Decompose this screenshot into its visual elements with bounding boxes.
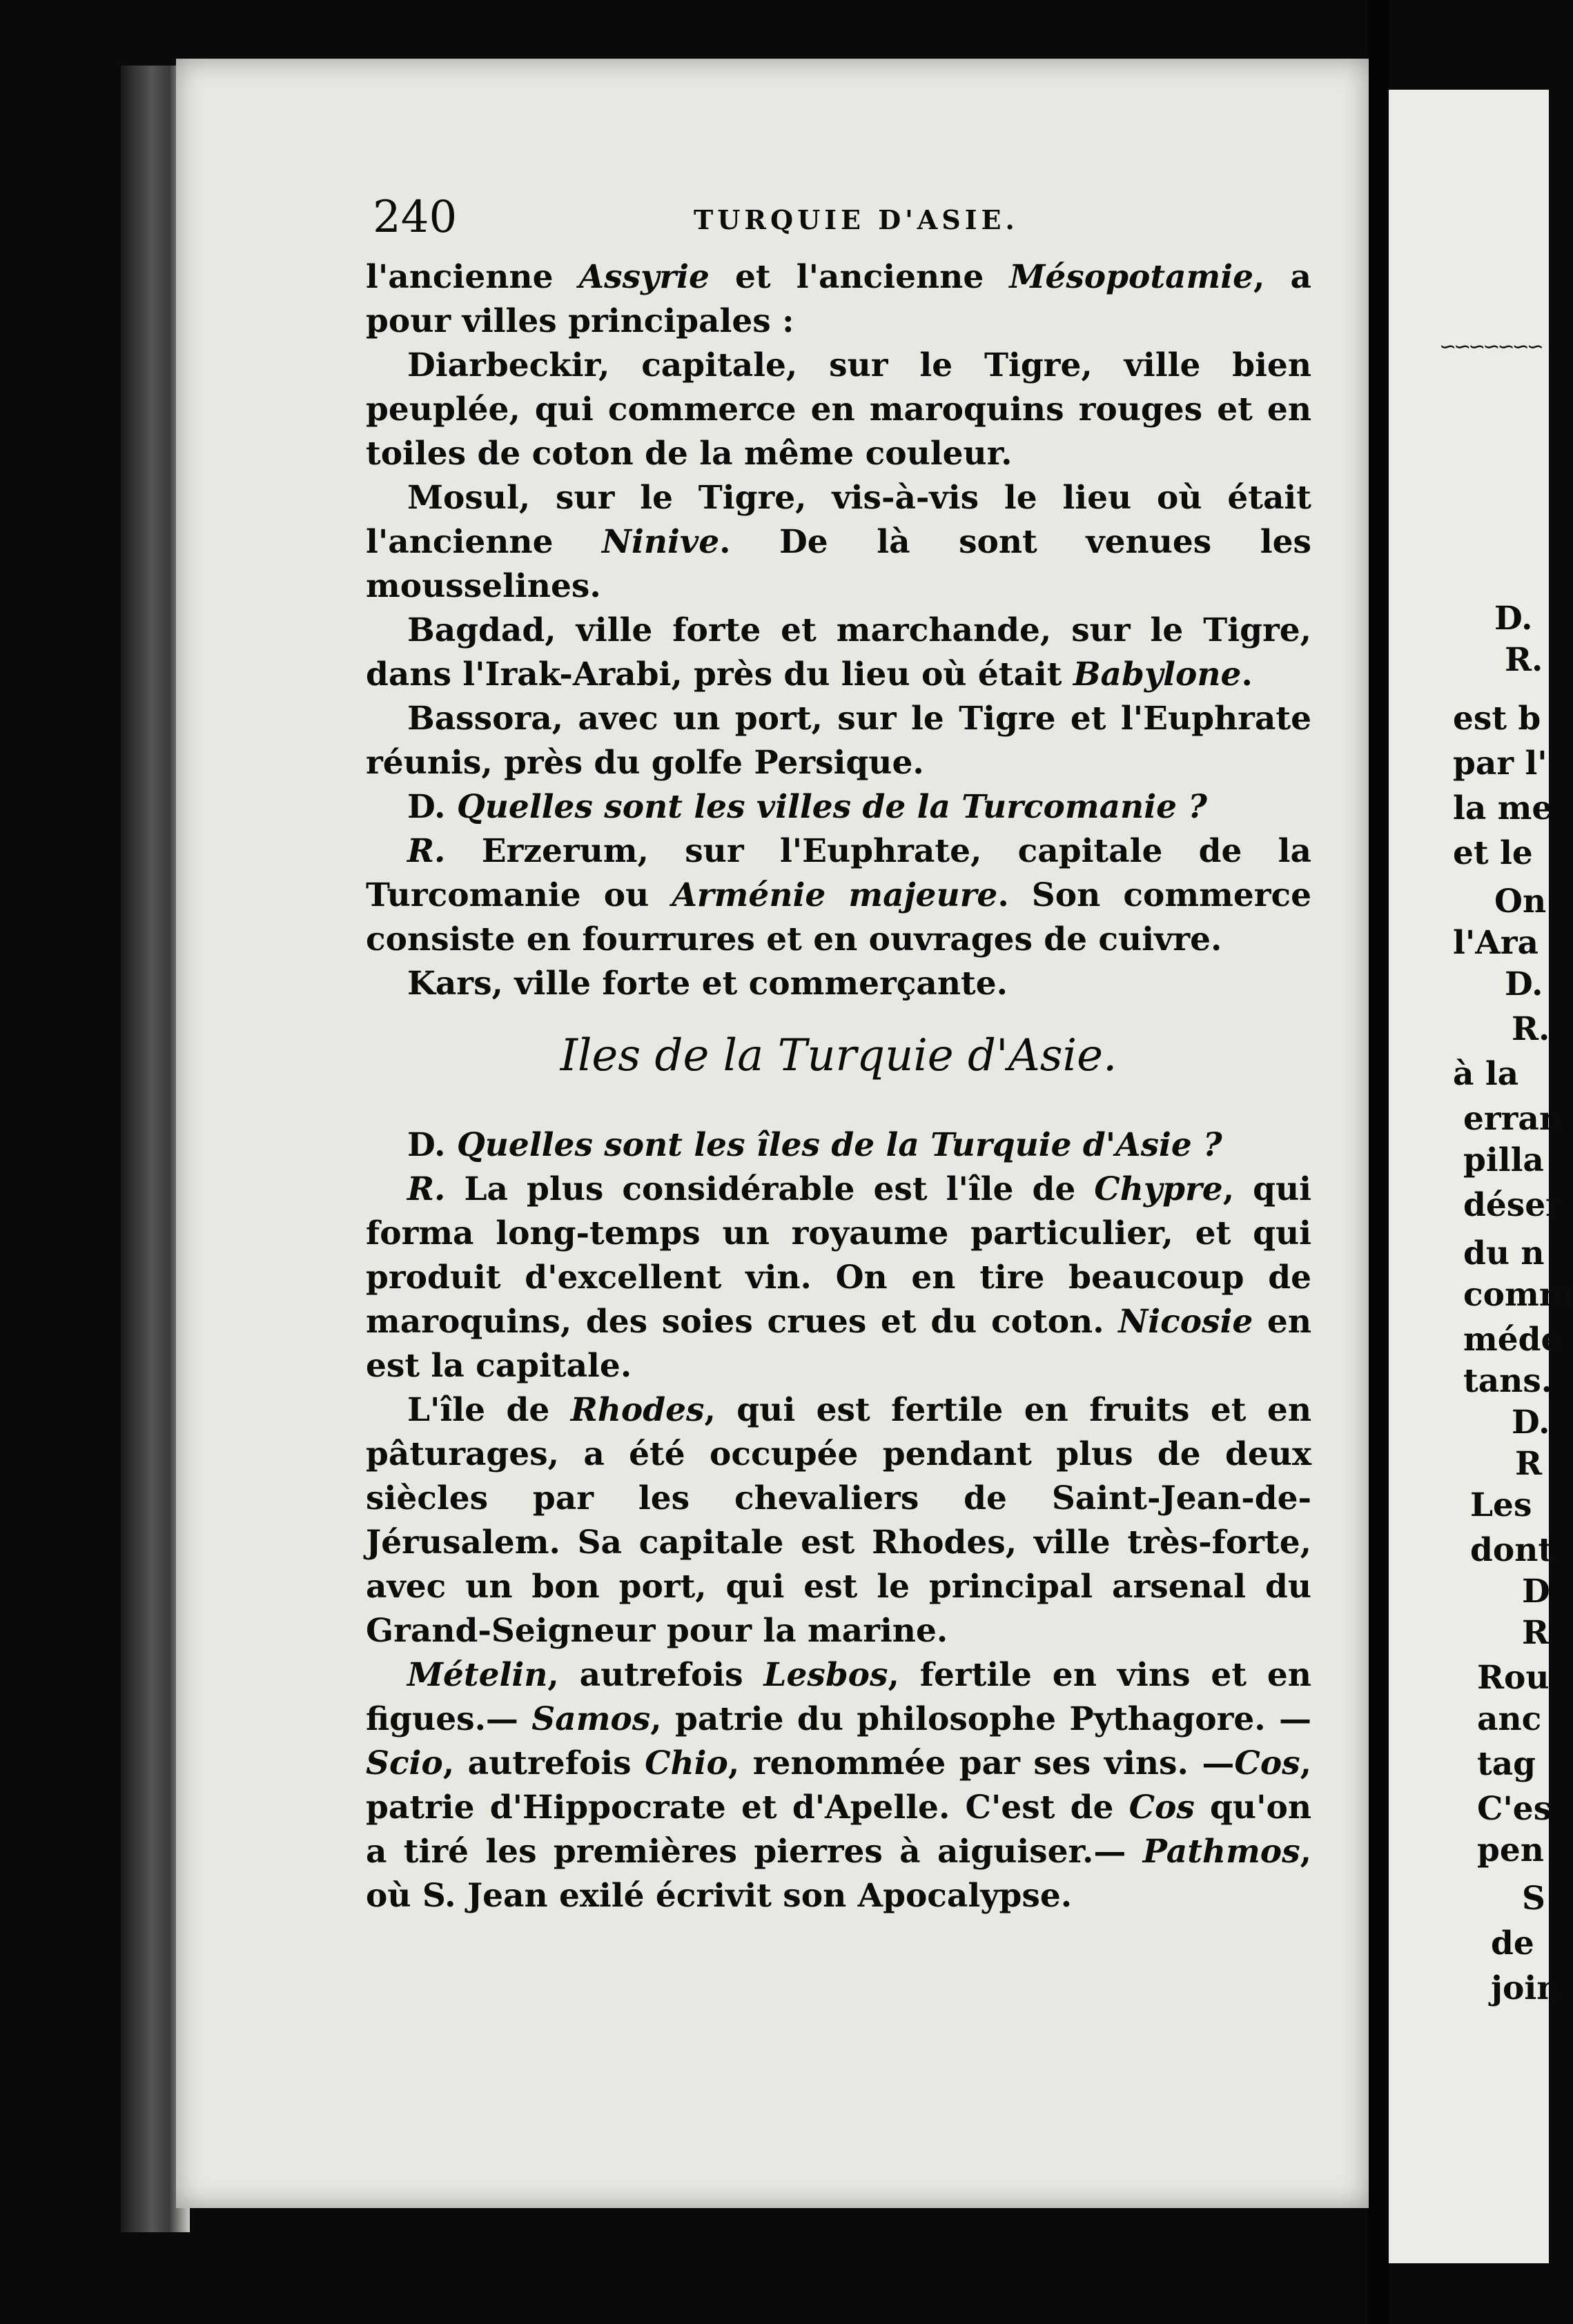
right-page-line: l'Ara [1453,924,1538,962]
paragraph: l'ancienne Assyrie et l'ancienne Mésopotamie, a pour villes principales : [366,258,1311,340]
right-page-line: R [1515,1445,1543,1483]
right-page-line: par l' [1453,745,1547,782]
main-text-column [366,255,1311,1918]
right-page-line: est b [1453,700,1541,738]
right-page-line: R. [1512,1010,1550,1048]
right-page-line: C'es [1477,1790,1552,1828]
right-page-line: déser [1463,1186,1563,1224]
question: D. Quelles sont les îles de la Turquie d'Asie ? [407,1126,1222,1164]
answer: R. Erzerum, sur l'Euphrate, capitale de la Turcomanie ou Arménie majeure. Son commerce consiste en fourrures et en ouvrages de cuivre. [366,832,1312,958]
right-page-line: et le [1453,834,1533,872]
page-gutter [1369,0,1389,2324]
paragraph: Mosul, sur le Tigre, vis-à-vis le lieu où était l'ancienne Ninive. De là sont venues les mousselines. [366,479,1311,605]
right-page-line: tans. [1463,1362,1553,1400]
right-page-line: Rou [1477,1659,1550,1697]
right-page-line: Les [1470,1486,1532,1524]
paragraph: L'île de Rhodes, qui est fertile en fruits et en pâturages, a été occupée pendant plus de deux siècles par les chevaliers de Saint-Jean-de-Jérusalem. Sa capitale est Rhodes, ville très-forte, avec un bon port, qui est le principal arsenal du Grand-Seigneur pour la marine. [366,1391,1311,1650]
right-page-line: pilla [1463,1141,1544,1179]
question: D. Quelles sont les villes de la Turcomanie ? [407,788,1207,826]
paragraph: Mételin, autrefois Lesbos, fertile en vins et en figues.— Samos, patrie du philosophe Pythagore. —Scio, autrefois Chio, renommée par ses vins. —Cos, patrie d'Hippocrate et d'Apelle. C'est de Cos qu'on a tiré les premières pierres à aiguiser.— Pathmos, où S. Jean exilé écrivit son Apocalypse. [366,1656,1312,1915]
right-page-line: D. [1494,600,1533,638]
right-page-line: la me [1453,789,1553,827]
right-page-line: dont [1470,1531,1554,1569]
right-page-line: R. [1505,641,1543,679]
running-title: TURQUIE D'ASIE. [694,204,1019,235]
paragraph: Kars, ville forte et commerçante. [407,965,1008,1003]
right-page-line: tag [1477,1745,1536,1783]
right-page-line: join [1491,1969,1561,2007]
right-page-line: On [1494,883,1547,920]
right-page-line: D [1522,1573,1550,1611]
right-page-line: méde [1463,1321,1562,1359]
right-page-line: du n [1463,1234,1545,1272]
right-page-line: erran [1463,1100,1563,1138]
answer: R. La plus considérable est l'île de Chypre, qui forma long-temps un royaume particulier, et qui produit d'excellent vin. On en tire beaucoup de maroquins, des soies crues et du coton. Nicosie en est la capitale. [366,1170,1312,1385]
page-header [373,192,1291,247]
right-page-line: de [1491,1924,1534,1962]
right-page-line: anc [1477,1700,1542,1738]
right-page-line: comm [1463,1276,1573,1314]
paragraph: Diarbeckir, capitale, sur le Tigre, ville bien peuplée, qui commerce en maroquins rouges et en toiles de coton de la même couleur. [366,346,1311,473]
right-page-line: D. [1505,965,1543,1003]
page-number: 240 [373,192,458,243]
right-page-line: à la [1453,1055,1519,1093]
right-page-line: pen [1477,1831,1544,1869]
section-heading: Iles de la Turquie d'Asie. [560,1030,1117,1081]
right-page-line: S [1522,1880,1545,1918]
right-page-line: R [1522,1614,1550,1652]
wave-ornament: ∽∽∽∽∽∽∽ [1439,335,1541,359]
paragraph: Bassora, avec un port, sur le Tigre et l'Euphrate réunis, près du golfe Persique. [366,700,1311,782]
paragraph: Bagdad, ville forte et marchande, sur le Tigre, dans l'Irak-Arabi, près du lieu où était Babylone. [366,611,1311,693]
right-page-line: D. [1512,1404,1550,1441]
